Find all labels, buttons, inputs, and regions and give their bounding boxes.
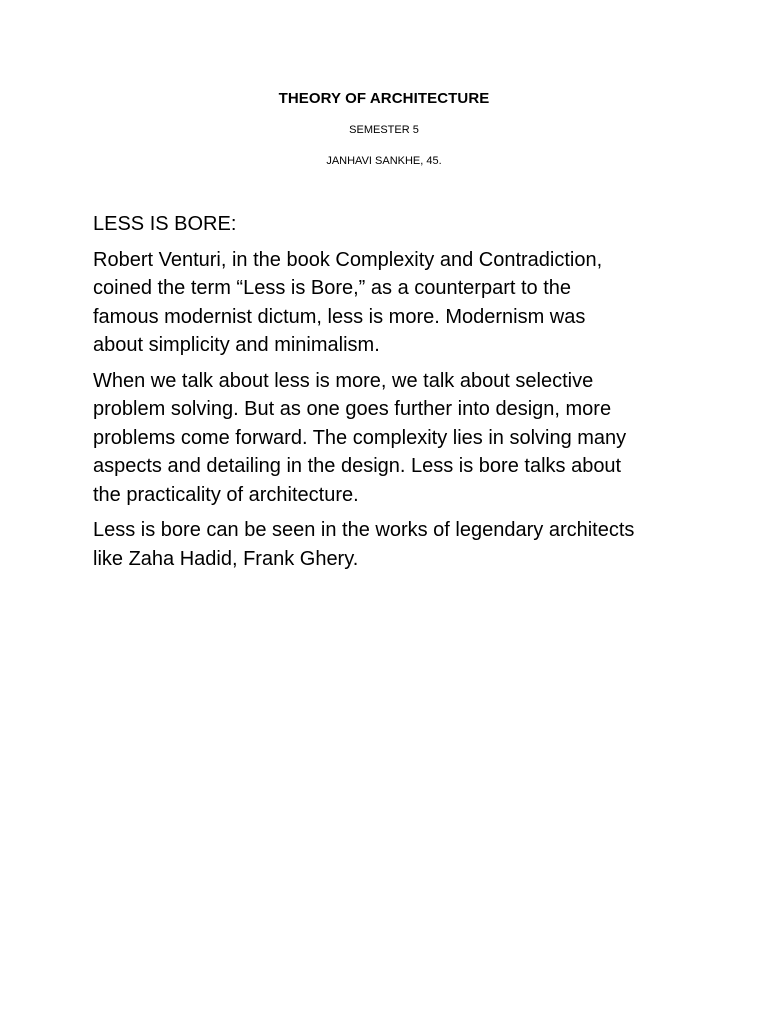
- paragraph-line: problems come forward. The complexity lies in solving many: [93, 426, 627, 449]
- paragraph-line: aspects and detailing in the design. Less is bore talks about: [93, 455, 622, 477]
- paragraph-line: about simplicity and minimalism.: [93, 334, 380, 356]
- paragraph-line: problem solving. But as one goes further into design, more: [93, 398, 612, 420]
- paragraph-line: coined the term “Less is Bore,” as a counterpart to the: [93, 277, 572, 299]
- paragraph-line: Less is bore can be seen in the works of legendary architects: [93, 519, 635, 541]
- paragraph-3: [93, 516, 693, 573]
- paragraph-1: [93, 246, 693, 360]
- paragraph-line: When we talk about less is more, we talk about selective: [93, 369, 594, 392]
- semester-label: SEMESTER 5: [349, 124, 419, 136]
- author-line: JANHAVI SANKHE, 45.: [326, 155, 442, 167]
- paragraph-line: Robert Venturi, in the book Complexity and Contradiction,: [93, 248, 603, 271]
- paragraph-line: famous modernist dictum, less is more. Modernism was: [93, 305, 586, 328]
- paragraph-2: [93, 367, 693, 510]
- paragraph-line: the practicality of architecture.: [93, 483, 359, 506]
- paragraph-line: like Zaha Hadid, Frank Ghery.: [93, 547, 359, 570]
- section-heading: LESS IS BORE:: [93, 213, 237, 235]
- document-body: [93, 210, 693, 580]
- document-title: THEORY OF ARCHITECTURE: [278, 90, 490, 107]
